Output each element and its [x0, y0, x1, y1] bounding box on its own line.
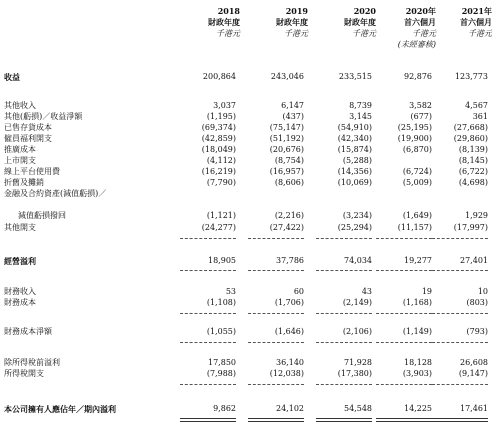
row-value: (1,149) [402, 327, 432, 336]
row-value: (1,121) [206, 211, 236, 220]
row-value: (1,055) [206, 327, 236, 336]
row-value: 53 [225, 287, 236, 296]
row-value: (6,722) [458, 167, 488, 176]
column-label: 財政年度 [208, 17, 240, 27]
row-value: (437) [282, 112, 304, 121]
row-value: 243,046 [270, 72, 304, 81]
row-value: 18,905 [208, 256, 236, 265]
double-underline [316, 418, 372, 422]
row-value: 24,102 [276, 404, 304, 413]
row-value: 92,876 [404, 72, 432, 81]
row-value: (18,049) [201, 145, 236, 154]
divider [180, 342, 236, 343]
row-value: 361 [472, 112, 488, 121]
row-value: (6,724) [402, 167, 432, 176]
row-value: (29,860) [453, 134, 488, 143]
row-label: 財務收入 [4, 287, 36, 296]
row-value: (1,706) [274, 298, 304, 307]
table-row [0, 72, 492, 82]
row-value: 6,147 [281, 101, 304, 110]
row-value: (3,234) [342, 211, 372, 220]
row-value: (2,149) [342, 298, 372, 307]
row-label: 本公司擁有人應佔年／期內溢利 [4, 404, 116, 414]
double-underline [180, 418, 236, 422]
row-value: 14,225 [404, 404, 432, 413]
row-value: (24,277) [201, 223, 236, 232]
row-value: (1,646) [274, 327, 304, 336]
row-value: 3,145 [349, 112, 372, 121]
row-value: 17,850 [208, 358, 236, 367]
row-value: (20,676) [269, 145, 304, 154]
row-value: (16,219) [201, 167, 236, 176]
column-year: 2018 [217, 6, 240, 16]
divider [180, 313, 236, 314]
row-label: 收益 [4, 72, 20, 82]
row-label: 其他收入 [4, 101, 36, 110]
divider [248, 270, 304, 271]
row-value: (4,112) [206, 156, 236, 165]
row-value: 54,548 [344, 404, 372, 413]
column-year: 2019 [285, 6, 308, 16]
row-label: 上市開支 [4, 156, 36, 165]
row-value: (16,957) [269, 167, 304, 176]
row-value: (14,356) [337, 167, 372, 176]
table-row [0, 189, 492, 199]
row-value: (10,069) [337, 178, 372, 187]
row-value: (19,900) [397, 134, 432, 143]
row-value: 200,864 [202, 72, 236, 81]
row-value: 19 [421, 287, 432, 296]
divider [248, 313, 304, 314]
divider [376, 342, 432, 343]
table-row [0, 123, 492, 133]
row-label: 推廣成本 [4, 145, 36, 154]
row-value: (677) [410, 112, 432, 121]
row-value: (27,422) [269, 223, 304, 232]
divider [180, 270, 236, 271]
row-value: (2,106) [342, 327, 372, 336]
divider [376, 384, 432, 385]
divider [248, 384, 304, 385]
double-underline [376, 418, 432, 422]
row-value: 123,773 [454, 72, 488, 81]
row-value: 4,567 [465, 101, 488, 110]
table-row [0, 369, 492, 379]
row-value: (5,288) [342, 156, 372, 165]
row-label: 其他(虧損)／收益淨額 [4, 112, 83, 121]
column-label: 首六個月 [404, 17, 436, 27]
row-label: 其他開支 [4, 223, 36, 232]
column-year: 2021年 [461, 6, 492, 16]
column-unit: 千港元 [352, 29, 376, 38]
row-value: 36,140 [276, 358, 304, 367]
row-value: (793) [466, 327, 488, 336]
double-underline [248, 418, 304, 422]
row-value: (11,157) [397, 223, 432, 232]
row-value: (42,340) [337, 134, 372, 143]
row-value: 71,928 [344, 358, 372, 367]
column-year: 2020年 [405, 6, 436, 16]
table-row [0, 178, 492, 188]
column-unit: 千港元 [284, 29, 308, 38]
row-value: 10 [477, 287, 488, 296]
row-value: (75,147) [269, 123, 304, 132]
double-underline [432, 418, 488, 422]
row-label: 除所得稅前溢利 [4, 358, 60, 367]
row-value: 233,515 [338, 72, 372, 81]
divider [432, 270, 488, 271]
table-row [0, 287, 492, 297]
divider [432, 313, 488, 314]
row-value: (8,139) [458, 145, 488, 154]
table-row [0, 167, 492, 177]
row-value: (4,698) [458, 178, 488, 187]
column-label: 首六個月 [460, 17, 492, 27]
row-value: (6,870) [402, 145, 432, 154]
divider [432, 384, 488, 385]
row-value: (803) [466, 298, 488, 307]
row-value: 26,608 [460, 358, 488, 367]
divider [432, 238, 488, 239]
row-value: 19,277 [404, 256, 432, 265]
row-value: (51,192) [269, 134, 304, 143]
row-label: 僱員福利開支 [4, 134, 52, 143]
row-value: (17,380) [337, 369, 372, 378]
row-value: (3,903) [402, 369, 432, 378]
table-row [0, 358, 492, 368]
divider [316, 384, 372, 385]
divider [248, 238, 304, 239]
row-value: (1,195) [206, 112, 236, 121]
divider [248, 342, 304, 343]
row-value: (7,988) [206, 369, 236, 378]
row-value: (8,145) [458, 156, 488, 165]
row-value: 3,582 [409, 101, 432, 110]
table-row [0, 211, 492, 221]
row-label: 金融及合約資產(減值虧損)／ [4, 189, 107, 198]
column-year: 2020 [353, 6, 376, 16]
row-label: 所得稅開支 [4, 369, 44, 378]
column-label: 財政年度 [276, 17, 308, 27]
row-label: 財務成本 [4, 298, 36, 307]
row-value: (1,168) [402, 298, 432, 307]
divider [376, 313, 432, 314]
row-value: (2,216) [274, 211, 304, 220]
row-value: 17,461 [460, 404, 488, 413]
row-value: 43 [361, 287, 372, 296]
table-row [0, 134, 492, 144]
row-value: (8,606) [274, 178, 304, 187]
divider [180, 238, 236, 239]
row-value: 74,034 [344, 256, 372, 265]
row-value: (69,374) [201, 123, 236, 132]
row-value: (1,108) [206, 298, 236, 307]
table-row [0, 145, 492, 155]
divider [316, 313, 372, 314]
divider [180, 384, 236, 385]
row-value: (25,294) [337, 223, 372, 232]
row-value: (42,859) [201, 134, 236, 143]
row-value: (17,997) [453, 223, 488, 232]
row-label: 減值虧損撥回 [18, 211, 66, 220]
row-label: 財務成本淨額 [4, 327, 52, 336]
row-value: 3,037 [213, 101, 236, 110]
divider [432, 342, 488, 343]
column-unit: 千港元 [468, 29, 492, 38]
divider [316, 270, 372, 271]
row-value: (1,649) [402, 211, 432, 220]
table-row [0, 256, 492, 266]
row-value: (9,147) [458, 369, 488, 378]
divider [376, 238, 432, 239]
row-value: 37,786 [276, 256, 304, 265]
row-label: 折舊及攤銷 [4, 178, 44, 187]
divider [316, 238, 372, 239]
table-row [0, 101, 492, 111]
table-row [0, 404, 492, 414]
column-header-2021-h1 [408, 6, 492, 39]
column-unit: 千港元 [216, 29, 240, 38]
row-value: (54,910) [337, 123, 372, 132]
row-value: 1,929 [465, 211, 488, 220]
table-row [0, 112, 492, 122]
row-value: (12,038) [269, 369, 304, 378]
row-label: 線上平台使用費 [4, 167, 60, 176]
divider [316, 342, 372, 343]
row-value: (25,195) [397, 123, 432, 132]
row-value: 9,862 [213, 404, 236, 413]
row-value: (5,009) [402, 178, 432, 187]
row-value: 18,128 [404, 358, 432, 367]
row-value: (27,668) [453, 123, 488, 132]
table-row [0, 298, 492, 308]
row-label: 已售存貨成本 [4, 123, 52, 132]
column-unit: 千港元 [412, 29, 436, 38]
table-row [0, 223, 492, 233]
column-note: (未經審核) [397, 40, 436, 49]
row-value: (7,790) [206, 178, 236, 187]
divider [376, 270, 432, 271]
row-value: (15,874) [337, 145, 372, 154]
table-row [0, 327, 492, 337]
row-value: 27,401 [460, 256, 488, 265]
row-value: 8,739 [349, 101, 372, 110]
table-row [0, 156, 492, 166]
row-label: 經營溢利 [4, 256, 36, 266]
row-value: 60 [293, 287, 304, 296]
row-value: (8,754) [274, 156, 304, 165]
column-label: 財政年度 [344, 17, 376, 27]
